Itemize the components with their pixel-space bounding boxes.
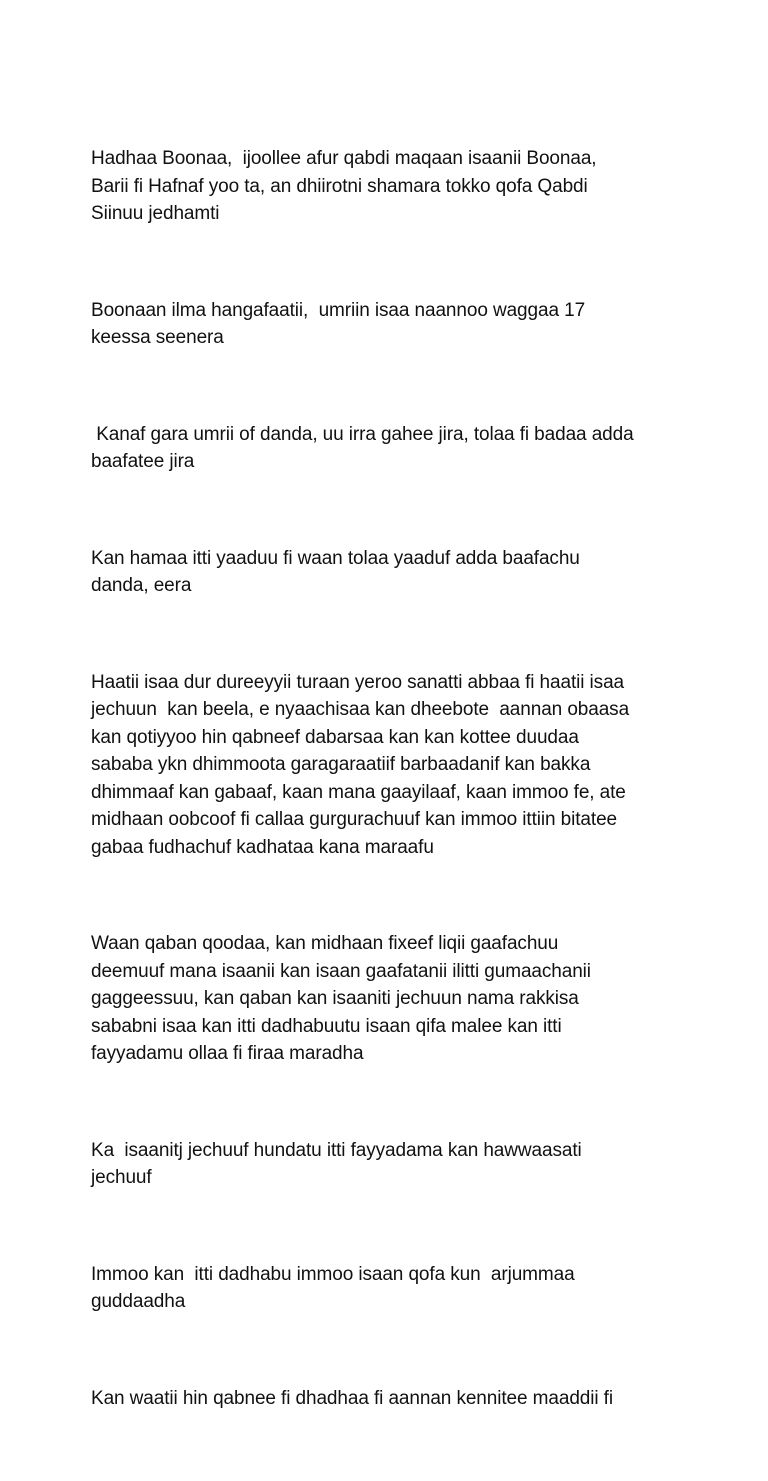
paragraph-3: Kanaf gara umrii of danda, uu irra gahee jira, tolaa fi badaa adda baafatee jira [91,423,634,472]
paragraph-2: Boonaan ilma hangafaatii, umriin isaa naannoo waggaa 17 keessa seenera [91,299,586,348]
paragraph-8: Immoo kan itti dadhabu immoo isaan qofa kun arjummaa guddaadha [91,1263,575,1312]
paragraph-4: Kan hamaa itti yaaduu fi waan tolaa yaaduf adda baafachu danda, eera [91,547,580,596]
paragraph-5: Haatii isaa dur dureeyyii turaan yeroo sanatti abbaa fi haatii isaa jechuun kan beela, e nyaachisaa kan dheebote aannan obaasa kan qotiyyoo hin qabneef dabarsaa kan kan kottee duudaa sababa ykn dhimmoota garagaraatiif barbaadanif kan bakka dhimmaaf kan gabaaf, kaan mana gaayilaaf, kaan immoo fe, ate midhaan oobcoof fi callaa gurgurachuuf kan immoo ittiin bitatee gabaa fudhachuf kadhataa kana maraafu [91,671,630,858]
paragraph-1: Hadhaa Boonaa, ijoollee afur qabdi maqaan isaanii Boonaa, Barii fi Hafnaf yoo ta, an dhiirotni shamara tokko qofa Qabdi Siinuu jedhamti [91,148,597,224]
paragraph-9: Kan waatii hin qabnee fi dhadhaa fi aannan kennitee maaddii fi [91,1387,613,1409]
paragraph-6: Waan qaban qoodaa, kan midhaan fixeef liqii gaafachuu deemuuf mana isaanii kan isaan gaafatanii ilitti gumaachanii gaggeessuu, kan qaban kan isaaniti jechuun nama rakkisa sababni isaa kan itti dadhabuutu isaan qifa malee kan itti fayyadamu ollaa fi firaa maradha [91,933,591,1064]
document-body [91,90,691,1481]
paragraph-7: Ka isaanitj jechuuf hundatu itti fayyadama kan hawwaasati jechuuf [91,1139,582,1188]
